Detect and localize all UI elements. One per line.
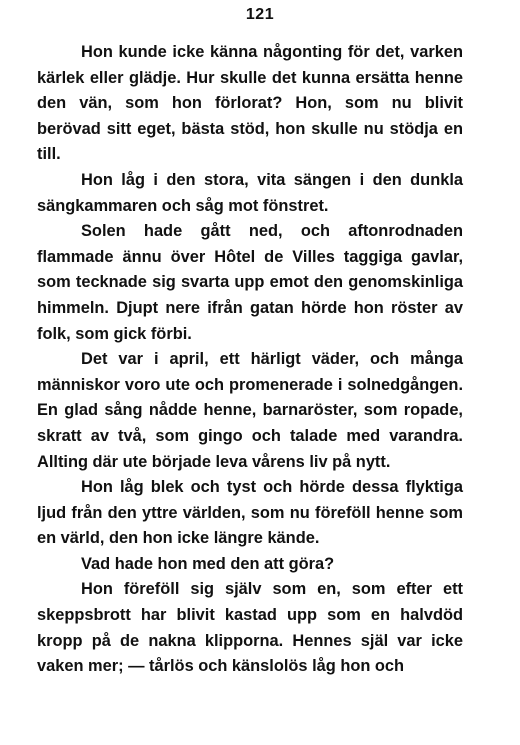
paragraph: Det var i april, ett härligt väder, och många människor voro ute och promenerade i solnedgången. En glad sång nådde henne, barnaröster, som ropade, skratt av två, som gingo och talade med varandra. Allting där ute började leva vårens liv på nytt. — [37, 350, 463, 471]
paragraph: Hon föreföll sig själv som en, som efter ett skeppsbrott har blivit kastad upp som en halvdöd kropp på de nakna klipporna. Hennes själ var icke vaken mer; — tårlös och känslolös låg hon och — [37, 580, 463, 676]
paragraph: Hon låg blek och tyst och hörde dessa flyktiga ljud från den yttre världen, som nu föreföll henne som en värld, den hon icke längre kände. — [37, 478, 463, 548]
body-text — [37, 40, 463, 680]
page-number: 121 — [245, 6, 275, 23]
paragraph: Vad hade hon med den att göra? — [81, 554, 335, 573]
paragraph: Hon låg i den stora, vita sängen i den dunkla sängkammaren och såg mot fönstret. — [37, 170, 463, 215]
paragraph: Solen hade gått ned, och aftonrodnaden flammade ännu över Hôtel de Villes taggiga gavlar, som tecknade sig svarta upp emot den genomskinliga himmeln. Djupt nere ifrån gatan hörde hon röster av folk, som gick förbi. — [37, 222, 463, 343]
paragraph: Hon kunde icke känna någonting för det, varken kärlek eller glädje. Hur skulle det kunna ersätta henne den vän, som hon förlorat? Hon, som nu blivit berövad sitt eget, bästa stöd, hon skulle nu stödja en till. — [37, 43, 463, 164]
